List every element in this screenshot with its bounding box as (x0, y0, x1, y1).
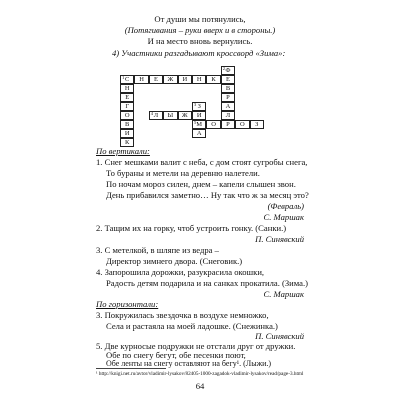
crossword-number: 1 (122, 75, 125, 80)
riddle-1-line-2: То бураны и метели на деревню налетели. (106, 168, 260, 178)
crossword-cell: И (178, 75, 192, 84)
crossword-cell: В (221, 84, 235, 93)
crossword-cell: Л (221, 111, 235, 120)
riddle-3-line-1: 3. С метелкой, в шляпе из ведра – (96, 245, 219, 255)
crossword-cell: Н (192, 75, 206, 84)
riddle-4-author: С. Маршак (263, 289, 304, 299)
riddle-h5-line-1: 5. Две курносые подружки не отстали друг от дружки. (96, 341, 296, 351)
verse-line-1: От души мы потянулись, (154, 14, 246, 24)
riddle-h5-line-3: Обе ленты на снегу оставляют на бегу¹. (Лыжи.) (106, 359, 272, 368)
crossword-number: 4 (150, 111, 154, 116)
crossword-cell: Е (221, 75, 235, 84)
crossword-cell: А (192, 129, 206, 138)
crossword-cell: О (120, 111, 134, 120)
crossword-number: 2 (222, 66, 226, 71)
riddle-2: 2. Тащим их на горку, чтоб устроить гонку. (Санки.) (96, 223, 287, 233)
vertical-heading: По вертикали: (96, 146, 150, 156)
riddle-1-line-3: По ночам мороз силен, днем – капели слышен звон. (106, 179, 296, 189)
crossword-cell: Г (120, 102, 134, 111)
riddle-h5-line-2: Обе по снегу бегут, обе песенки поют, (106, 350, 246, 360)
crossword-cell: К (206, 75, 220, 84)
task-heading: 4) Участники разгадывают кроссворд «Зима»: (112, 48, 286, 58)
crossword-cell: Р (221, 120, 235, 129)
crossword-number: 5 (194, 120, 197, 125)
crossword-cell: С 1 (120, 75, 134, 84)
crossword-cell: Е (149, 75, 163, 84)
page-number: 64 (195, 381, 205, 391)
riddle-1-author: С. Маршак (263, 212, 304, 222)
horizontal-heading: По горизонтали: (96, 299, 159, 309)
riddle-2-author: П. Синявский (255, 234, 304, 244)
crossword-cell: О (206, 120, 220, 129)
crossword-cell: Ж (178, 111, 192, 120)
crossword-grid (120, 66, 259, 146)
riddle-h3-author: П. Синявский (255, 331, 304, 341)
crossword-cell: М 5 (192, 120, 206, 129)
crossword-number: 3 (194, 102, 197, 107)
crossword-cell: А (221, 102, 235, 111)
crossword-cell: Н (120, 84, 134, 93)
riddle-3-line-2: Директор зимнего двора. (Снеговик.) (106, 256, 243, 266)
riddle-1-line-1: 1. Снег мешками валит с неба, с дом стоят сугробы снега, (96, 157, 308, 167)
crossword-cell: Ф 2 (221, 66, 235, 75)
riddle-4-line-1: 4. Запорошила дорожки, разукрасила окошки, (96, 267, 265, 277)
footnote: ¹ http://knigi.net.ru/avtor/vladimir-lysakov/82405-1000-zagadok-vladimir-lysakov/read/page-3.html (96, 371, 304, 377)
crossword-cell: И (120, 129, 134, 138)
crossword-cell: Е (120, 93, 134, 102)
crossword-cell: Ы (163, 111, 177, 120)
crossword-cell: Н (134, 75, 148, 84)
riddle-1-answer: (Февраль) (267, 201, 304, 211)
riddle-1-line-4: День прибавился заметно… Ну так что ж за месяц это? (106, 190, 309, 200)
riddle-4-line-2: Радость детям подарила и на санках прокатила. (Зима.) (106, 278, 308, 288)
crossword-cell: Ж (163, 75, 177, 84)
riddle-h3-line-2: Села и растаяла на моей ладошке. (Снежинка.) (106, 321, 278, 331)
footnote-rule (96, 368, 166, 369)
verse-line-3: И на место вновь вернулись. (147, 36, 253, 46)
crossword-cell: З (250, 120, 264, 129)
crossword-cell: К (120, 138, 134, 147)
riddle-h3-line-1: 3. Покружилась звездочка в воздухе немножко, (96, 310, 269, 320)
verse-line-2: (Потягивания – руки вверх и в стороны.) (124, 25, 276, 35)
crossword-cell: З 3 (192, 102, 206, 111)
crossword-cell: О (235, 120, 249, 129)
crossword-cell: Р (221, 93, 235, 102)
crossword-cell: И (192, 111, 206, 120)
crossword-cell: В (120, 120, 134, 129)
crossword-cell: Л 4 (149, 111, 163, 120)
